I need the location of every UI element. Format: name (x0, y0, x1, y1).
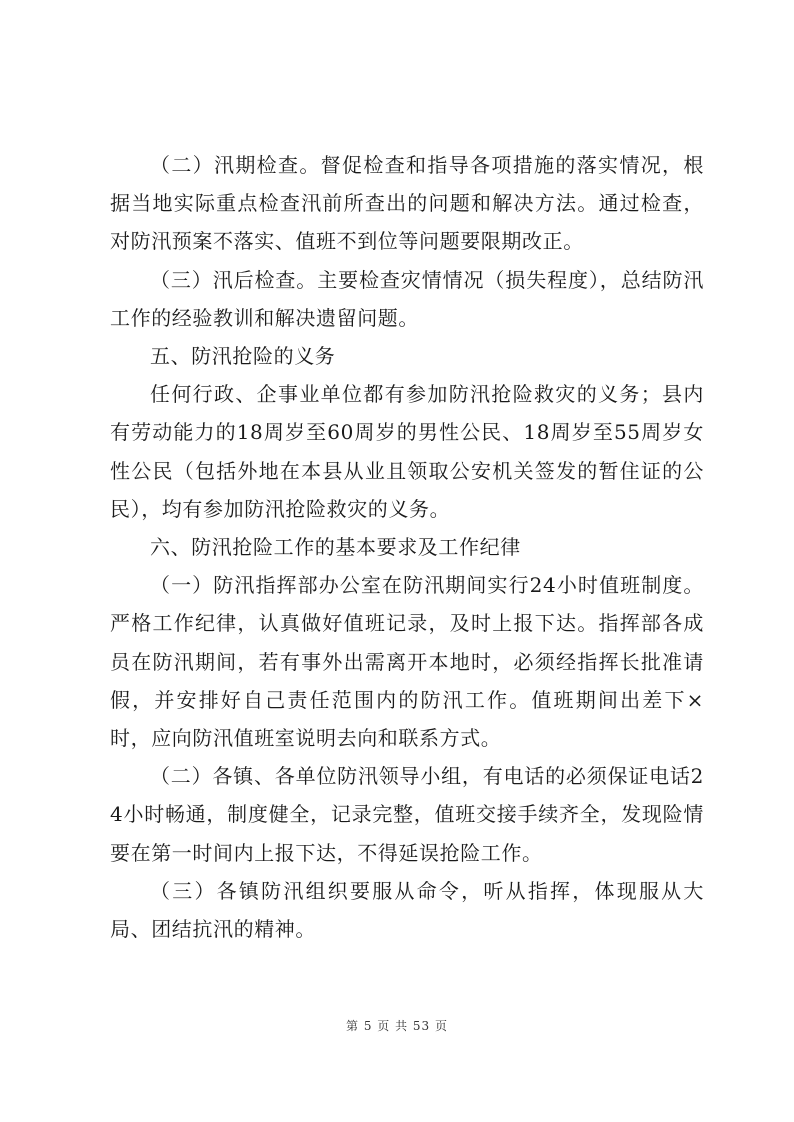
paragraph-post-flood-inspection: （三）汛后检查。主要检查灾情情况（损失程度），总结防汛工作的经验教训和解决遗留问题。 (110, 267, 704, 330)
paragraph-requirement-2: （二）各镇、各单位防汛领导小组，有电话的必须保证电话24小时畅通，制度健全，记录完整，值班交接手续齐全，发现险情要在第一时间内上报下达，不得延误抢险工作。 (110, 764, 704, 865)
section-heading-obligations: 五、防汛抢险的义务 (150, 344, 336, 369)
paragraph-requirement-3: （三）各镇防汛组织要服从命令，听从指挥，体现服从大局、团结抗汛的精神。 (110, 878, 704, 942)
paragraph-flood-season-inspection: （二）汛期检查。督促检查和指导各项措施的落实情况，根据当地实际重点检查汛前所查出的问题和解决方法。通过检查，对防汛预案不落实、值班不到位等问题要限期改正。 (110, 153, 704, 254)
section-heading-requirements: 六、防汛抢险工作的基本要求及工作纪律 (150, 535, 521, 560)
document-body (110, 146, 704, 948)
paragraph-requirement-1: （一）防汛指挥部办公室在防汛期间实行24小时值班制度。严格工作纪律，认真做好值班记录，及时上报下达。指挥部各成员在防汛期间，若有事外出需离开本地时，必须经指挥长批准请假，并安排好自己责任范围内的防汛工作。值班期间出差下×时，应向防汛值班室说明去向和联系方式。 (110, 573, 704, 751)
paragraph-obligations: 任何行政、企事业单位都有参加防汛抢险救灾的义务；县内有劳动能力的18周岁至60周岁的男性公民、18周岁至55周岁女性公民（包括外地在本县从业且领取公安机关签发的暂住证的公民），均有参加防汛抢险救灾的义务。 (110, 382, 704, 521)
page-number-footer: 第 5 页 共 53 页 (346, 1019, 448, 1033)
